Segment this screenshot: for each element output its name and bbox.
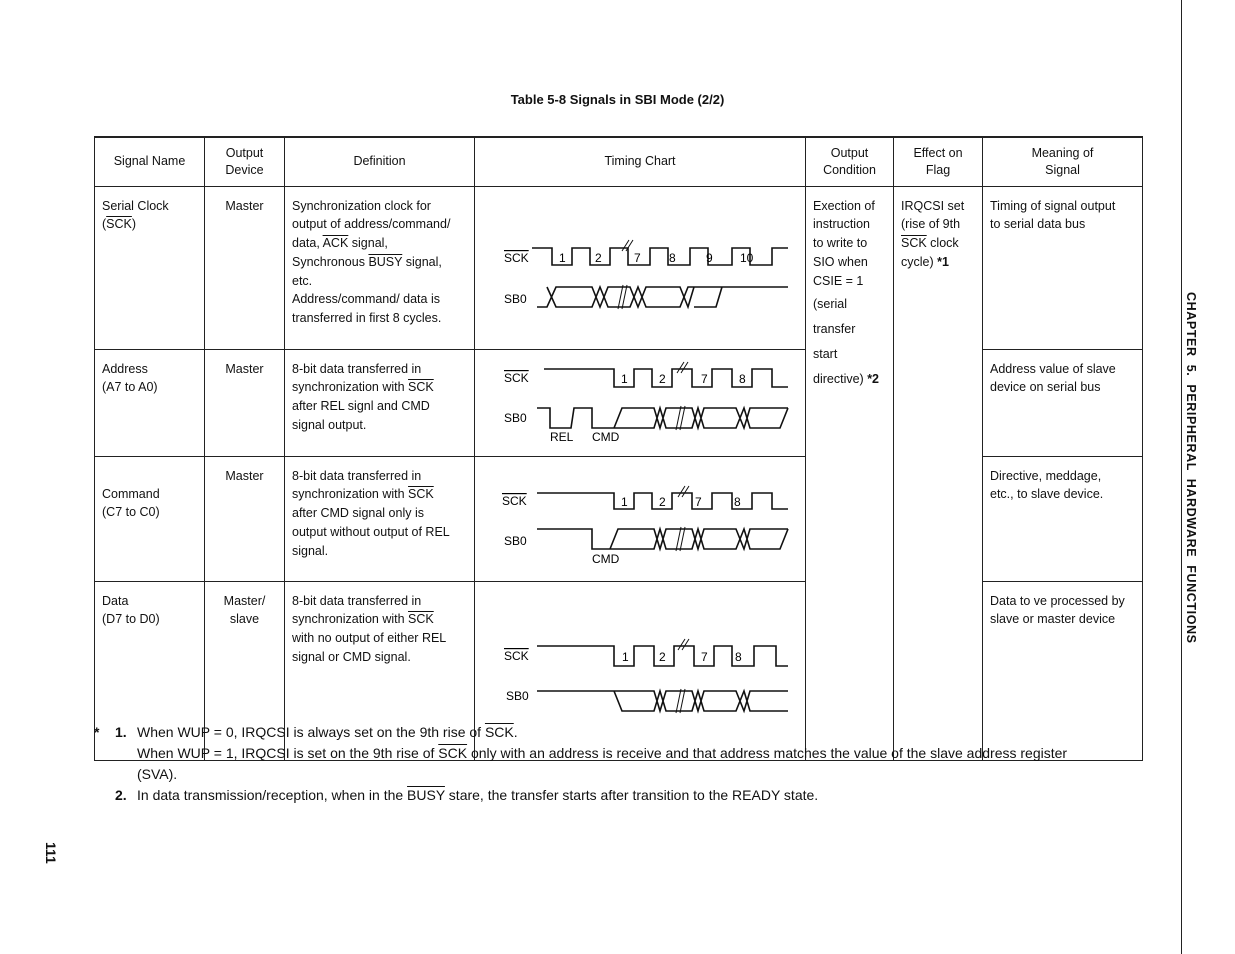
pulse-num: 2: [595, 250, 602, 265]
pulse-num: 8: [734, 494, 741, 509]
output-device: Master: [205, 186, 285, 349]
output-condition-line: transfer: [813, 322, 856, 337]
definition-line: output of address/command/: [292, 217, 451, 232]
output-condition-line: (serial: [813, 297, 848, 312]
table-row: [95, 186, 1143, 349]
definition-line: after REL signl and CMD: [292, 399, 430, 414]
col-output-condition-label: Output Condition: [823, 145, 876, 177]
definition-line: transferred in first 8 cycles.: [292, 311, 442, 326]
signal-name-sub: (A7 to A0): [102, 380, 158, 395]
output-device-sub: slave: [229, 612, 260, 627]
pulse-num: 1: [622, 649, 629, 664]
col-timing-chart: Timing Chart: [475, 137, 806, 186]
footnote-2-number: 2.: [115, 787, 127, 803]
col-output-device: [205, 137, 285, 186]
pulse-num: 2: [659, 494, 666, 509]
col-effect-on-flag: [894, 137, 983, 186]
definition-line: synchronization with $\overline{SCK}$: [292, 612, 434, 627]
effect-line: IRQCSI set: [901, 198, 965, 213]
pulse-num: 8: [735, 649, 742, 664]
effect-line: (rise of 9th: [901, 217, 961, 232]
signal-name-sub: (D7 to D0): [102, 612, 160, 627]
pulse-num: 7: [701, 649, 708, 664]
output-condition-text: directive): [813, 371, 868, 386]
output-condition-line: to write to: [813, 236, 868, 251]
output-condition-line: Exection of: [813, 198, 875, 213]
sck-overline: $\overline{SCK}$: [106, 217, 132, 232]
effect-line: $\overline{SCK}$ clock: [901, 236, 959, 251]
pulse-num: 1: [621, 371, 628, 386]
sck-waveform: [544, 369, 788, 387]
break-mark: [676, 689, 685, 713]
footnote-2-text: In data transmission/reception, when in the BUSY stare, the transfer starts after transition to the READY state.: [137, 787, 819, 803]
output-device: Master: [205, 456, 285, 581]
signal-name: Data: [102, 593, 129, 608]
definition-line: with no output of either REL: [292, 631, 447, 646]
sb0-waveform: [537, 529, 788, 549]
definition-line: Synchronous BUSY signal,: [292, 254, 442, 269]
meaning-line: Address value of slave: [990, 361, 1116, 376]
definition-cell: [285, 456, 475, 581]
signal-name-cell: [95, 456, 205, 581]
sb0-label: SB0: [504, 410, 527, 425]
definition-line: Address/command/ data is: [292, 292, 440, 307]
meaning-cell: [983, 456, 1143, 581]
timing-diagram: [482, 360, 812, 452]
footnote-1-line-2: When WUP = 1, IRQCSI is set on the 9th rise of $\overline{SCK}$ only with an address is receive and that address matches the value of the slave address register: [137, 745, 1068, 761]
pulse-num: 1: [621, 494, 628, 509]
definition-line: signal output.: [292, 417, 367, 432]
output-device: Master/: [223, 593, 266, 608]
definition-cell: [285, 349, 475, 456]
footnote-star: *: [94, 724, 100, 740]
col-effect-on-flag-label: Effect on Flag: [913, 145, 963, 177]
break-mark: [618, 285, 627, 309]
output-condition-line: start: [813, 347, 838, 362]
definition-line: 8-bit data transferred in: [292, 468, 422, 483]
pulse-num: 2: [659, 649, 666, 664]
output-condition-line: SIO when: [813, 254, 868, 269]
definition-line: synchronization with $\overline{SCK}$: [292, 380, 434, 395]
timing-chart-command: [475, 456, 806, 581]
definition-line: data, $\overline{ACK}$ signal,: [292, 236, 388, 251]
footnote-1-number: 1.: [115, 724, 127, 740]
output-condition-cell: [806, 186, 894, 760]
col-signal-name: Signal Name: [95, 137, 205, 186]
page-border-line: [1181, 0, 1182, 954]
definition-line: Synchronization clock for: [292, 198, 431, 213]
effect-line: [901, 253, 975, 272]
timing-diagram: [482, 467, 812, 577]
definition-line: etc.: [292, 273, 313, 288]
sck-label: SCK: [504, 648, 529, 663]
pulse-num: 7: [695, 494, 702, 509]
break-mark: [677, 362, 688, 373]
sb0-waveform: [537, 408, 788, 428]
pulse-num: 7: [701, 371, 708, 386]
table-title: Table 5-8 Signals in SBI Mode (2/2): [510, 92, 725, 107]
pulse-num: 9: [706, 250, 713, 265]
definition-line: output without output of REL: [292, 524, 450, 539]
signal-name-sub: (C7 to C0): [102, 505, 160, 520]
break-mark: [676, 527, 685, 551]
sb0-label: SB0: [504, 533, 527, 548]
rel-label: REL: [550, 429, 574, 444]
col-output-device-label: Output Device: [225, 145, 264, 177]
footnote-1-line-3: (SVA).: [137, 766, 178, 782]
footnote-ref: *2: [867, 371, 880, 386]
pulse-num: 8: [739, 371, 746, 386]
break-mark: [676, 406, 685, 430]
pulse-num: 1: [559, 250, 566, 265]
pulse-num: 8: [669, 250, 676, 265]
definition-line: signal or CMD signal.: [292, 649, 411, 664]
meaning-cell: [983, 581, 1143, 760]
meaning-line: device on serial bus: [990, 380, 1101, 395]
signals-table: [94, 136, 1143, 761]
definition-line: signal.: [292, 543, 329, 558]
footnote-1-line-1: When WUP = 0, IRQCSI is always set on the 9th rise of $\overline{SCK}$.: [137, 724, 518, 740]
page-number: 111: [43, 842, 59, 864]
break-mark: [622, 240, 633, 251]
effect-on-flag-cell: [894, 186, 983, 760]
meaning-line: Directive, meddage,: [990, 468, 1102, 483]
timing-diagram: [482, 592, 812, 756]
signal-name: Address: [102, 361, 148, 376]
col-meaning-label: Meaning of Signal: [1031, 145, 1094, 177]
meaning-cell: [983, 186, 1143, 349]
sb0-label: SB0: [504, 291, 527, 306]
sb0-waveform: [537, 691, 788, 711]
output-condition-line: [813, 370, 886, 389]
signal-name-cell: [95, 186, 205, 349]
meaning-line: to serial data bus: [990, 217, 1086, 232]
effect-text: cycle): [901, 254, 938, 269]
timing-chart-serial-clock: [475, 186, 806, 349]
definition-cell: [285, 186, 475, 349]
sck-label: SCK: [502, 493, 527, 508]
footnote-ref: *1: [937, 254, 949, 269]
table-header-row: [95, 137, 1143, 186]
cmd-label: CMD: [592, 551, 620, 566]
signal-name-sub: $(\overline{SCK})$: [102, 217, 137, 232]
sb0-label: SB0: [506, 688, 529, 703]
sb0-waveform: [537, 287, 788, 307]
definition-line: after CMD signal only is: [292, 506, 424, 521]
signal-name-cell: [95, 349, 205, 456]
signal-name: Command: [102, 486, 160, 501]
break-mark: [678, 639, 689, 650]
signal-name: Serial Clock: [102, 198, 169, 213]
output-condition-line: instruction: [813, 217, 870, 232]
col-output-condition: [806, 137, 894, 186]
timing-chart-address: [475, 349, 806, 456]
meaning-line: Timing of signal output: [990, 198, 1116, 213]
meaning-cell: [983, 349, 1143, 456]
break-mark: [678, 486, 689, 497]
definition-line: synchronization with $\overline{SCK}$: [292, 487, 434, 502]
col-meaning: [983, 137, 1143, 186]
chapter-heading: CHAPTER 5. PERIPHERAL HARDWARE FUNCTIONS: [1184, 292, 1198, 644]
pulse-num: 10: [740, 250, 754, 265]
col-definition: Definition: [285, 137, 475, 186]
table-row: [95, 349, 1143, 456]
definition-line: 8-bit data transferred in: [292, 593, 422, 608]
cmd-label: CMD: [592, 429, 620, 444]
meaning-line: slave or master device: [990, 612, 1116, 627]
timing-chart-data: [475, 581, 806, 760]
sck-label: SCK: [504, 250, 529, 265]
pulse-num: 7: [634, 250, 641, 265]
meaning-line: Data to ve processed by: [990, 593, 1125, 608]
table-row: [95, 456, 1143, 581]
output-condition-line: CSIE = 1: [813, 273, 864, 288]
timing-diagram: [482, 197, 812, 345]
output-device: Master: [205, 349, 285, 456]
definition-line: 8-bit data transferred in: [292, 361, 422, 376]
sck-label: SCK: [504, 370, 529, 385]
pulse-num: 2: [659, 371, 666, 386]
meaning-line: etc., to slave device.: [990, 487, 1104, 502]
